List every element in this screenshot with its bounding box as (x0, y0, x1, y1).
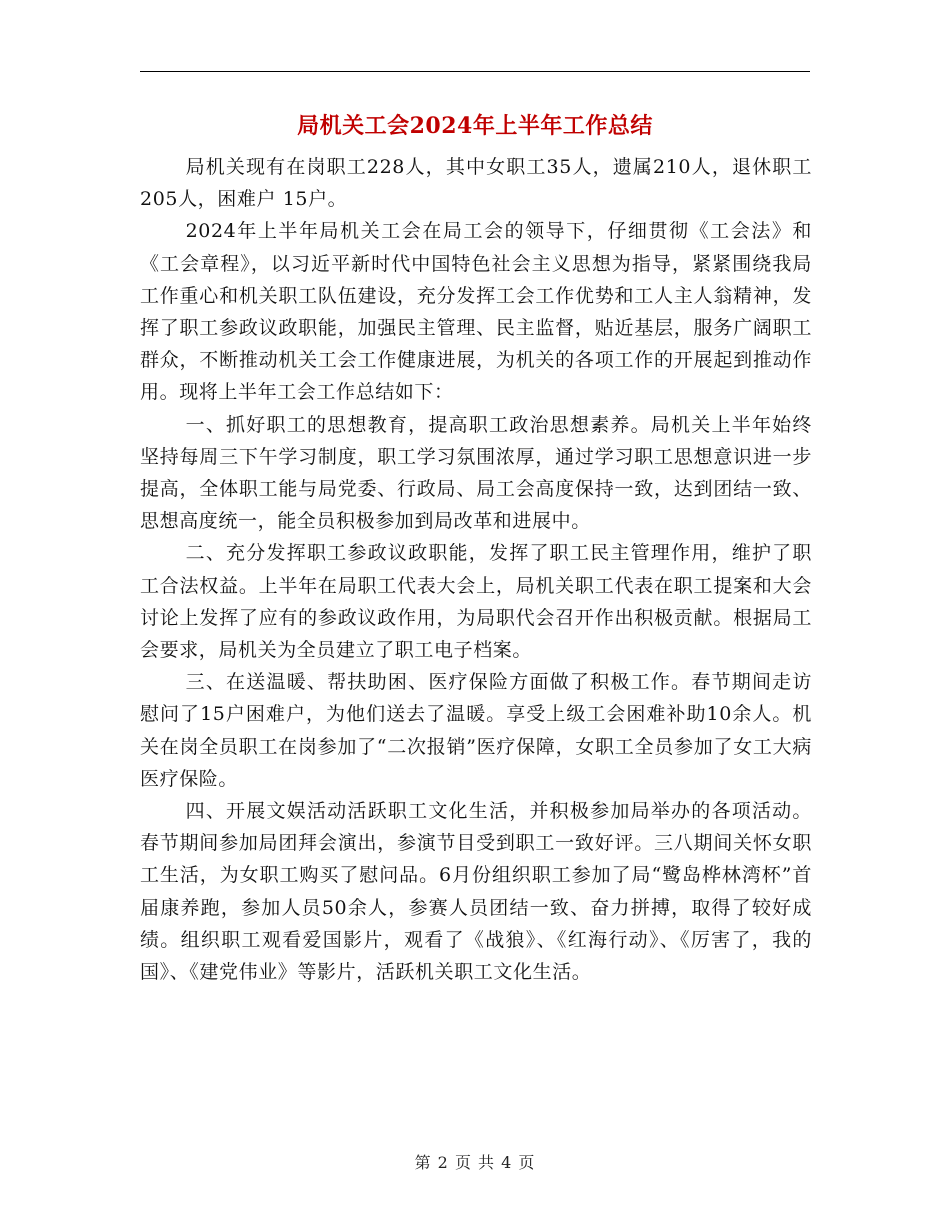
header-rule (140, 71, 810, 72)
paragraph-section-2: 二、充分发挥职工参政议政职能，发挥了职工民主管理作用，维护了职工合法权益。上半年在局职工代表大会上，局机关职工代表在职工提案和大会讨论上发挥了应有的参政议政作用，为局职代会召开作出积极贡献。根据局工会要求，局机关为全员建立了职工电子档案。 (140, 542, 812, 662)
page-number: 第 2 页 共 4 页 (414, 1153, 536, 1172)
paragraph-staff-overview: 局机关现有在岗职工228人，其中女职工35人，遗属210人，退休职工205人，困难户 15户。 (140, 156, 812, 211)
paragraph-introduction: 2024年上半年局机关工会在局工会的领导下，仔细贯彻《工会法》和《工会章程》，以习近平新时代中国特色社会主义思想为指导，紧紧围绕我局工作重心和机关职工队伍建设，充分发挥工会工作优势和工人主人翁精神，发挥了职工参政议政职能，加强民主管理、民主监督，贴近基层，服务广阔职工群众，不断推动机关工会工作健康进展，为机关的各项工作的开展起到推动作用。现将上半年工会工作总结如下： (140, 220, 812, 404)
document-title: 局机关工会2024年上半年工作总结 (297, 113, 653, 139)
paragraph-section-1: 一、抓好职工的思想教育，提高职工政治思想素养。局机关上半年始终坚持每周三下午学习制度，职工学习氛围浓厚，通过学习职工思想意识进一步提高，全体职工能与局党委、行政局、局工会高度保持一致，达到团结一致、思想高度统一，能全员积极参加到局改革和进展中。 (140, 413, 812, 533)
paragraph-section-3: 三、在送温暖、帮扶助困、医疗保险方面做了积极工作。春节期间走访慰问了15户困难户，为他们送去了温暖。享受上级工会困难补助10余人。机关在岗全员职工在岗参加了“二次报销”医疗保障，女职工全员参加了女工大病医疗保险。 (140, 671, 812, 790)
paragraph-section-4: 四、开展文娱活动活跃职工文化生活，并积极参加局举办的各项活动。春节期间参加局团拜会演出，参演节目受到职工一致好评。三八期间关怀女职工生活，为女职工购买了慰问品。6月份组织职工参加了局“鹭岛桦林湾杯”首届康养跑，参加人员50余人，参赛人员团结一致、奋力拼搏，取得了较好成绩。组织职工观看爱国影片，观看了《战狼》、《红海行动》、《厉害了，我的国》、《建党伟业》等影片，活跃机关职工文化生活。 (140, 800, 812, 984)
document-body (140, 151, 812, 988)
